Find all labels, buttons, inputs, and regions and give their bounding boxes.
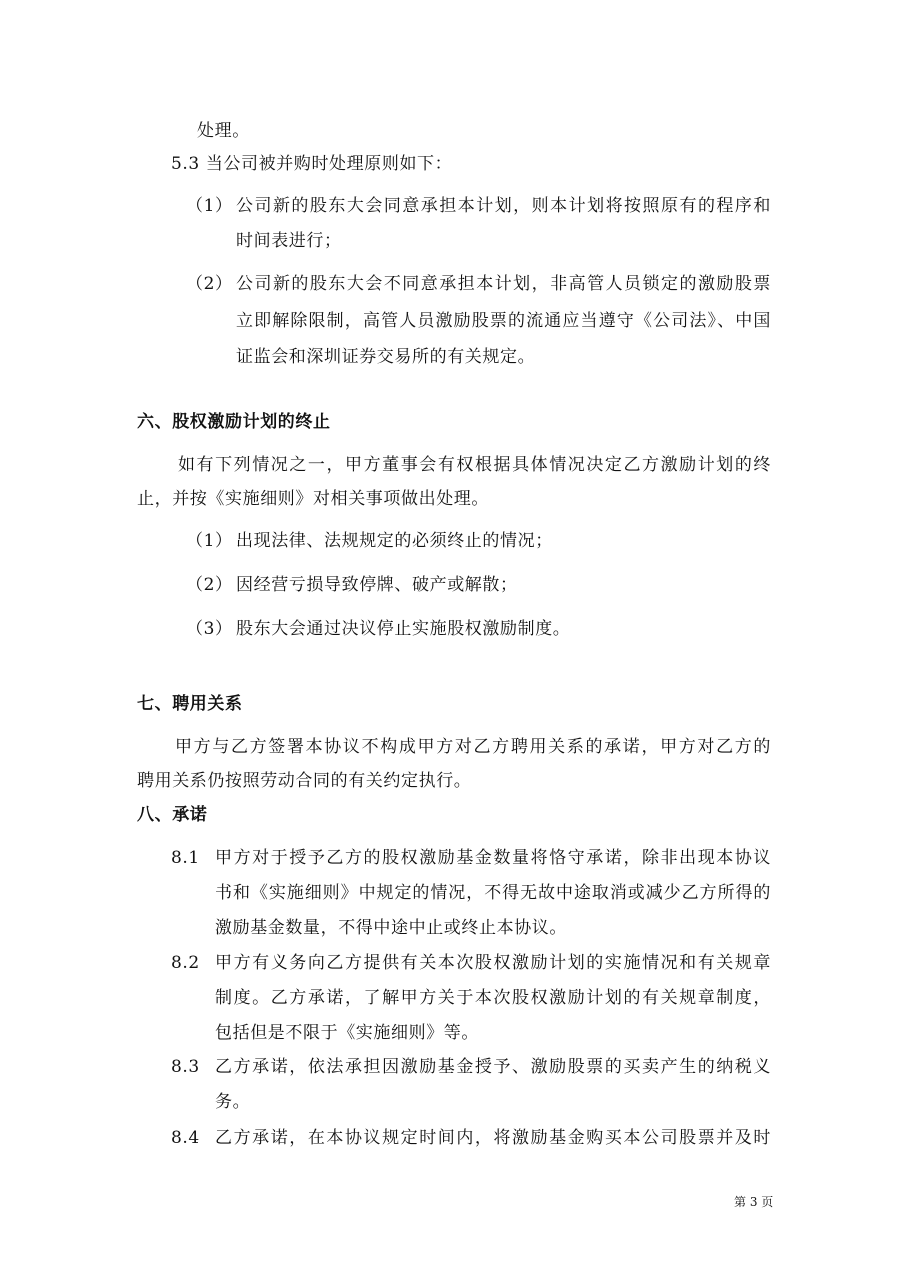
item-line: 出现法律、法规规定的必须终止的情况； (236, 531, 553, 551)
clause-line: 激励基金数量，不得中途中止或终止本协议。 (215, 918, 567, 938)
paragraph-line: 甲方与乙方签署本协议不构成甲方对乙方聘用关系的承诺，甲方对乙方的 (175, 737, 771, 757)
paragraph-line: 如有下列情况之一，甲方董事会有权根据具体情况决定乙方激励计划的终 (178, 455, 771, 475)
item-marker: （1） (186, 196, 233, 216)
item-line: 立即解除限制，高管人员激励股票的流通应当遵守《公司法》、中国 (236, 311, 771, 331)
item-marker: （1） (186, 531, 233, 551)
item-line: 时间表进行； (236, 231, 342, 251)
item-line: 因经营亏损导致停牌、破产或解散； (236, 575, 518, 595)
clause-number: 8.1 (171, 848, 200, 868)
item-line: 公司新的股东大会不同意承担本计划，非高管人员锁定的激励股票 (236, 274, 771, 294)
clause-line: 甲方对于授予乙方的股权激励基金数量将恪守承诺，除非出现本协议 (215, 848, 771, 868)
clause-number: 8.2 (171, 953, 200, 973)
section-heading: 八、承诺 (137, 805, 208, 825)
clause-line: 包括但是不限于《实施细则》等。 (215, 1023, 479, 1043)
item-line: 公司新的股东大会同意承担本计划，则本计划将按照原有的程序和 (236, 196, 771, 216)
clause-5-3: 5.3 当公司被并购时处理原则如下： (171, 154, 453, 174)
paragraph-line: 处理。 (197, 121, 250, 141)
clause-number: 8.3 (171, 1057, 200, 1077)
paragraph-line: 聘用关系仍按照劳动合同的有关约定执行。 (137, 771, 472, 791)
clause-line: 甲方有义务向乙方提供有关本次股权激励计划的实施情况和有关规章 (215, 953, 771, 973)
item-line: 证监会和深圳证券交易所的有关规定。 (236, 347, 536, 367)
page-number: 第 3 页 (734, 1195, 774, 1209)
item-marker: （2） (186, 575, 233, 595)
item-marker: （2） (186, 274, 233, 294)
section-heading: 六、股权激励计划的终止 (137, 412, 331, 432)
clause-line: 乙方承诺，依法承担因激励基金授予、激励股票的买卖产生的纳税义 (215, 1057, 771, 1077)
clause-line: 务。 (215, 1092, 251, 1112)
clause-line: 制度。乙方承诺，了解甲方关于本次股权激励计划的有关规章制度， (215, 988, 771, 1008)
clause-number: 8.4 (171, 1128, 200, 1148)
clause-line: 乙方承诺，在本协议规定时间内，将激励基金购买本公司股票并及时 (215, 1128, 771, 1148)
item-marker: （3） (186, 619, 233, 639)
section-heading: 七、聘用关系 (137, 694, 243, 714)
item-line: 股东大会通过决议停止实施股权激励制度。 (236, 619, 571, 639)
clause-line: 书和《实施细则》中规定的情况，不得无故中途取消或减少乙方所得的 (215, 883, 771, 903)
paragraph-line: 止，并按《实施细则》对相关事项做出处理。 (137, 489, 489, 509)
